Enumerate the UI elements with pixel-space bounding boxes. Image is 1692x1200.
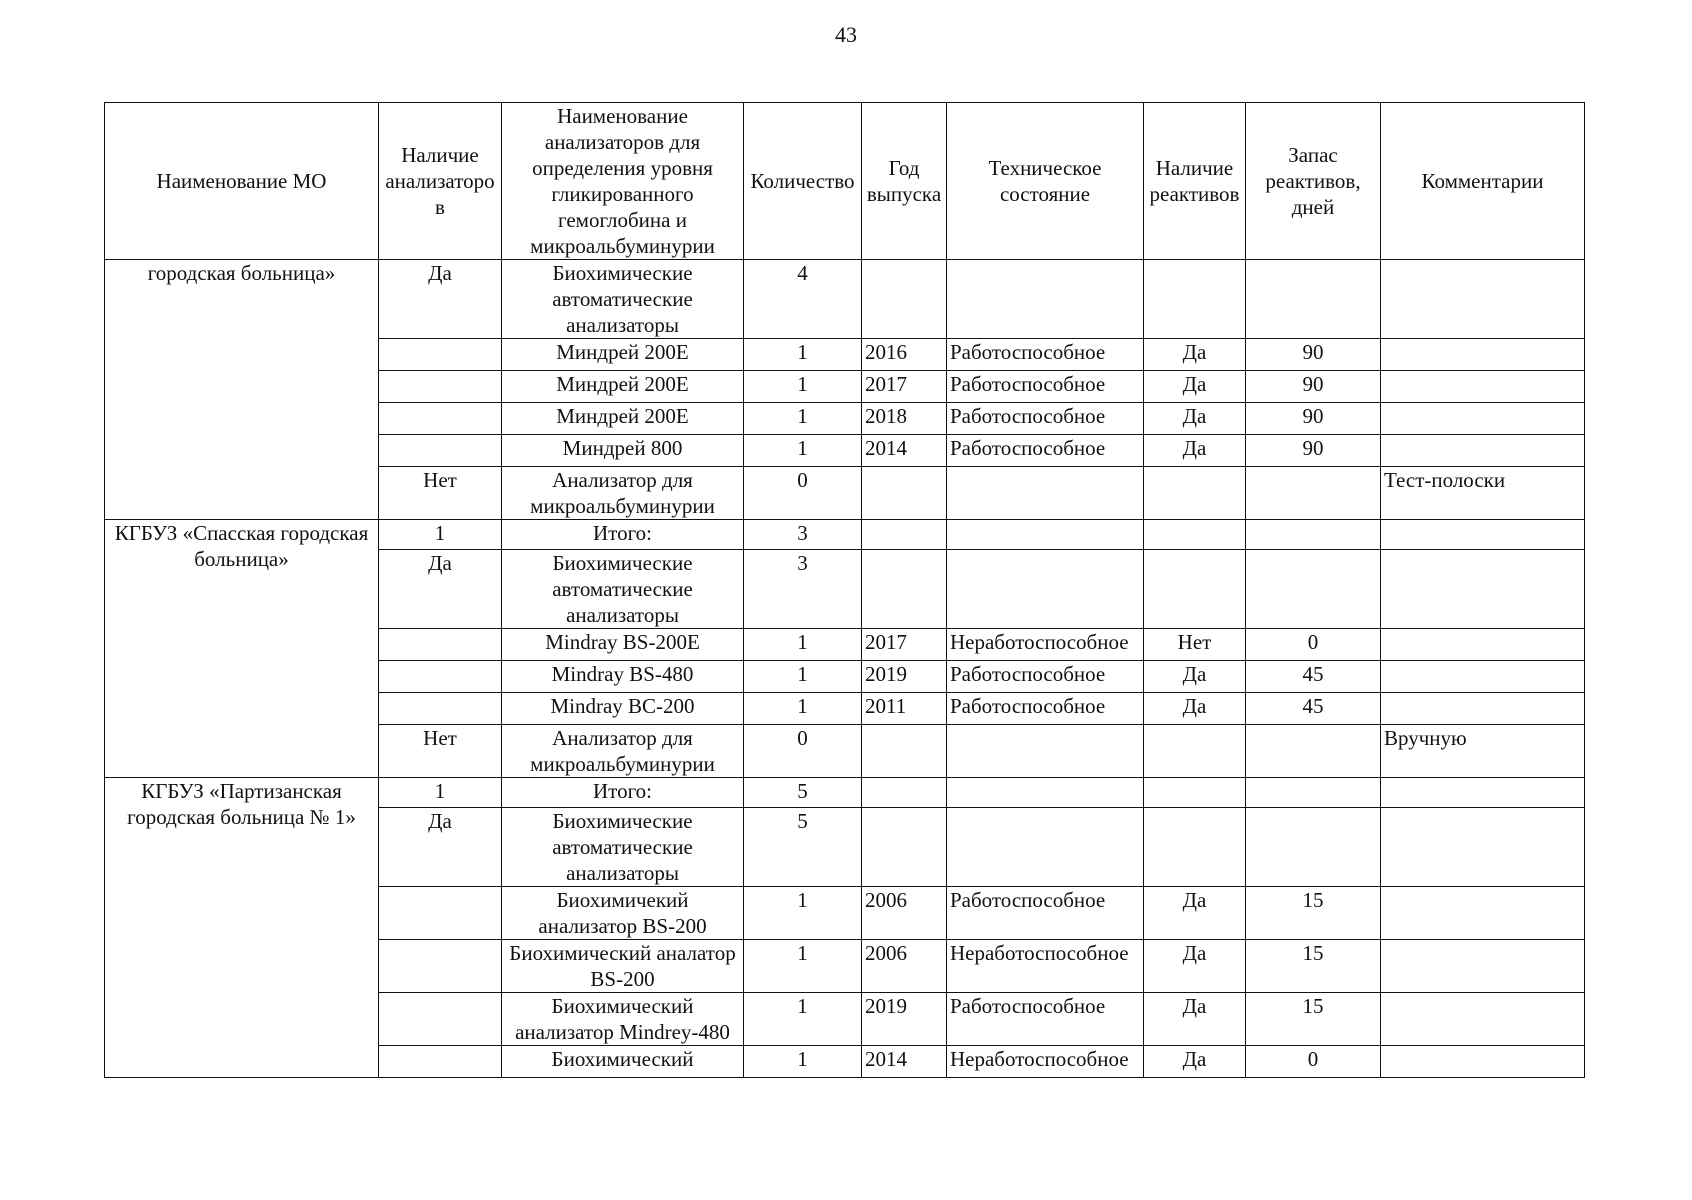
cell-reagents-presence: Да xyxy=(1144,993,1246,1046)
cell-comment xyxy=(1381,339,1585,371)
cell-analyzer-name: Mindray BS-480 xyxy=(502,661,744,693)
cell-reagents-stock xyxy=(1246,808,1381,887)
cell-reagents-presence: Да xyxy=(1144,693,1246,725)
cell-reagents-stock: 0 xyxy=(1246,629,1381,661)
cell-tech-state: Неработоспособное xyxy=(947,940,1144,993)
cell-tech-state: Работоспособное xyxy=(947,339,1144,371)
cell-reagents-presence: Да xyxy=(1144,940,1246,993)
cell-reagents-stock: 45 xyxy=(1246,661,1381,693)
cell-reagents-presence: Да xyxy=(1144,403,1246,435)
cell-analyzer-name: Миндрей 200Е xyxy=(502,371,744,403)
cell-year xyxy=(862,520,947,550)
cell-reagents-stock: 90 xyxy=(1246,435,1381,467)
mo-name-cell: КГБУЗ «Партизанская городская больница № 1» xyxy=(105,778,379,1078)
cell-analyzers-presence xyxy=(379,940,502,993)
cell-comment xyxy=(1381,940,1585,993)
cell-quantity: 1 xyxy=(744,1046,862,1078)
cell-tech-state xyxy=(947,550,1144,629)
cell-reagents-presence: Да xyxy=(1144,339,1246,371)
header-year: Год выпуска xyxy=(862,103,947,260)
cell-quantity: 5 xyxy=(744,808,862,887)
cell-year: 2019 xyxy=(862,661,947,693)
page-number: 43 xyxy=(835,22,857,47)
cell-tech-state: Работоспособное xyxy=(947,693,1144,725)
cell-analyzer-name: Биохимический анализатор Mindrey-480 xyxy=(502,993,744,1046)
header-row xyxy=(105,103,1585,260)
cell-analyzers-presence: Да xyxy=(379,808,502,887)
cell-analyzer-name: Анализатор для микроальбуминурии xyxy=(502,467,744,520)
cell-analyzers-presence xyxy=(379,371,502,403)
cell-analyzer-name: Биохимические автоматические анализаторы xyxy=(502,808,744,887)
cell-analyzer-name: Биохимические автоматические анализаторы xyxy=(502,550,744,629)
cell-analyzers-presence xyxy=(379,339,502,371)
cell-tech-state xyxy=(947,808,1144,887)
cell-analyzer-name: Mindray BC-200 xyxy=(502,693,744,725)
cell-comment xyxy=(1381,693,1585,725)
header-reagents-presence: Наличие реактивов xyxy=(1144,103,1246,260)
cell-analyzer-name: Биохимические автоматические анализаторы xyxy=(502,260,744,339)
cell-reagents-stock: 0 xyxy=(1246,1046,1381,1078)
cell-reagents-stock xyxy=(1246,778,1381,808)
cell-analyzer-name: Миндрей 200Е xyxy=(502,339,744,371)
cell-reagents-stock xyxy=(1246,467,1381,520)
cell-tech-state: Работоспособное xyxy=(947,661,1144,693)
header-reagents-stock: Запас реактивов, дней xyxy=(1246,103,1381,260)
header-mo-name: Наименование МО xyxy=(105,103,379,260)
cell-year: 2017 xyxy=(862,371,947,403)
cell-quantity: 1 xyxy=(744,887,862,940)
cell-year: 2014 xyxy=(862,1046,947,1078)
header-comments: Комментарии xyxy=(1381,103,1585,260)
cell-comment: Вручную xyxy=(1381,725,1585,778)
cell-analyzer-name: Биохимический аналатор BS-200 xyxy=(502,940,744,993)
cell-comment xyxy=(1381,260,1585,339)
cell-year: 2017 xyxy=(862,629,947,661)
cell-comment xyxy=(1381,808,1585,887)
cell-year xyxy=(862,778,947,808)
cell-reagents-stock xyxy=(1246,520,1381,550)
table-row xyxy=(105,260,1585,339)
cell-tech-state: Неработоспособное xyxy=(947,1046,1144,1078)
cell-reagents-stock: 90 xyxy=(1246,339,1381,371)
cell-reagents-presence xyxy=(1144,725,1246,778)
cell-analyzers-presence: Нет xyxy=(379,467,502,520)
cell-reagents-stock: 15 xyxy=(1246,940,1381,993)
cell-tech-state: Неработоспособное xyxy=(947,629,1144,661)
cell-year xyxy=(862,550,947,629)
header-quantity: Количество xyxy=(744,103,862,260)
cell-analyzers-presence: 1 xyxy=(379,778,502,808)
cell-tech-state: Работоспособное xyxy=(947,887,1144,940)
cell-tech-state xyxy=(947,467,1144,520)
cell-comment: Тест-полоски xyxy=(1381,467,1585,520)
cell-tech-state xyxy=(947,260,1144,339)
cell-comment xyxy=(1381,371,1585,403)
cell-year: 2016 xyxy=(862,339,947,371)
cell-reagents-presence xyxy=(1144,550,1246,629)
table-row xyxy=(105,778,1585,808)
cell-quantity: 1 xyxy=(744,629,862,661)
cell-analyzer-name: Mindray BS-200E xyxy=(502,629,744,661)
cell-analyzer-name: Миндрей 200Е xyxy=(502,403,744,435)
cell-tech-state xyxy=(947,520,1144,550)
cell-quantity: 1 xyxy=(744,993,862,1046)
cell-reagents-presence: Да xyxy=(1144,661,1246,693)
cell-year xyxy=(862,260,947,339)
cell-reagents-presence: Да xyxy=(1144,435,1246,467)
cell-analyzer-name: Биохимический xyxy=(502,1046,744,1078)
cell-quantity: 0 xyxy=(744,467,862,520)
cell-comment xyxy=(1381,778,1585,808)
cell-quantity: 5 xyxy=(744,778,862,808)
cell-quantity: 1 xyxy=(744,940,862,993)
header-analyzers-presence: Наличие анализаторо в xyxy=(379,103,502,260)
cell-quantity: 1 xyxy=(744,661,862,693)
cell-analyzer-name: Биохимичекий анализатор BS-200 xyxy=(502,887,744,940)
cell-reagents-stock: 15 xyxy=(1246,887,1381,940)
analyzers-table xyxy=(104,102,1585,1078)
cell-analyzers-presence xyxy=(379,1046,502,1078)
cell-analyzers-presence xyxy=(379,403,502,435)
cell-quantity: 1 xyxy=(744,693,862,725)
cell-analyzer-name: Итого: xyxy=(502,520,744,550)
cell-comment xyxy=(1381,435,1585,467)
cell-analyzers-presence xyxy=(379,993,502,1046)
cell-comment xyxy=(1381,887,1585,940)
cell-reagents-presence xyxy=(1144,467,1246,520)
cell-tech-state xyxy=(947,778,1144,808)
cell-year: 2006 xyxy=(862,940,947,993)
cell-year xyxy=(862,808,947,887)
cell-reagents-stock xyxy=(1246,725,1381,778)
cell-reagents-presence xyxy=(1144,778,1246,808)
cell-reagents-presence: Да xyxy=(1144,1046,1246,1078)
cell-tech-state: Работоспособное xyxy=(947,993,1144,1046)
cell-year xyxy=(862,725,947,778)
cell-comment xyxy=(1381,661,1585,693)
cell-comment xyxy=(1381,629,1585,661)
cell-quantity: 0 xyxy=(744,725,862,778)
cell-quantity: 1 xyxy=(744,371,862,403)
cell-quantity: 1 xyxy=(744,339,862,371)
cell-year: 2018 xyxy=(862,403,947,435)
cell-tech-state: Работоспособное xyxy=(947,403,1144,435)
table-row xyxy=(105,520,1585,550)
mo-name-cell: городская больница» xyxy=(105,260,379,520)
cell-reagents-presence xyxy=(1144,260,1246,339)
cell-analyzers-presence xyxy=(379,435,502,467)
cell-reagents-presence: Нет xyxy=(1144,629,1246,661)
cell-comment xyxy=(1381,993,1585,1046)
cell-analyzers-presence xyxy=(379,629,502,661)
cell-year: 2006 xyxy=(862,887,947,940)
cell-analyzers-presence xyxy=(379,887,502,940)
cell-quantity: 3 xyxy=(744,520,862,550)
cell-analyzer-name: Итого: xyxy=(502,778,744,808)
cell-reagents-stock: 45 xyxy=(1246,693,1381,725)
header-analyzer-name: Наименование анализаторов для определения уровня гликированного гемоглобина и микроальбуминурии xyxy=(502,103,744,260)
cell-analyzer-name: Анализатор для микроальбуминурии xyxy=(502,725,744,778)
cell-tech-state: Работоспособное xyxy=(947,435,1144,467)
header-tech-state: Техническое состояние xyxy=(947,103,1144,260)
cell-comment xyxy=(1381,520,1585,550)
cell-reagents-stock: 90 xyxy=(1246,403,1381,435)
cell-analyzers-presence xyxy=(379,693,502,725)
cell-analyzers-presence xyxy=(379,661,502,693)
cell-analyzers-presence: Да xyxy=(379,260,502,339)
cell-year: 2011 xyxy=(862,693,947,725)
cell-analyzers-presence: Да xyxy=(379,550,502,629)
mo-name-cell: КГБУЗ «Спасская городская больница» xyxy=(105,520,379,778)
cell-comment xyxy=(1381,1046,1585,1078)
cell-tech-state: Работоспособное xyxy=(947,371,1144,403)
cell-comment xyxy=(1381,403,1585,435)
cell-tech-state xyxy=(947,725,1144,778)
cell-analyzer-name: Миндрей 800 xyxy=(502,435,744,467)
cell-year: 2014 xyxy=(862,435,947,467)
cell-reagents-presence xyxy=(1144,808,1246,887)
cell-reagents-presence xyxy=(1144,520,1246,550)
cell-year: 2019 xyxy=(862,993,947,1046)
cell-quantity: 1 xyxy=(744,435,862,467)
cell-reagents-presence: Да xyxy=(1144,371,1246,403)
cell-quantity: 1 xyxy=(744,403,862,435)
cell-reagents-stock: 90 xyxy=(1246,371,1381,403)
cell-reagents-presence: Да xyxy=(1144,887,1246,940)
cell-analyzers-presence: Нет xyxy=(379,725,502,778)
cell-reagents-stock xyxy=(1246,260,1381,339)
cell-year xyxy=(862,467,947,520)
cell-reagents-stock xyxy=(1246,550,1381,629)
cell-reagents-stock: 15 xyxy=(1246,993,1381,1046)
cell-quantity: 4 xyxy=(744,260,862,339)
cell-comment xyxy=(1381,550,1585,629)
cell-analyzers-presence: 1 xyxy=(379,520,502,550)
cell-quantity: 3 xyxy=(744,550,862,629)
